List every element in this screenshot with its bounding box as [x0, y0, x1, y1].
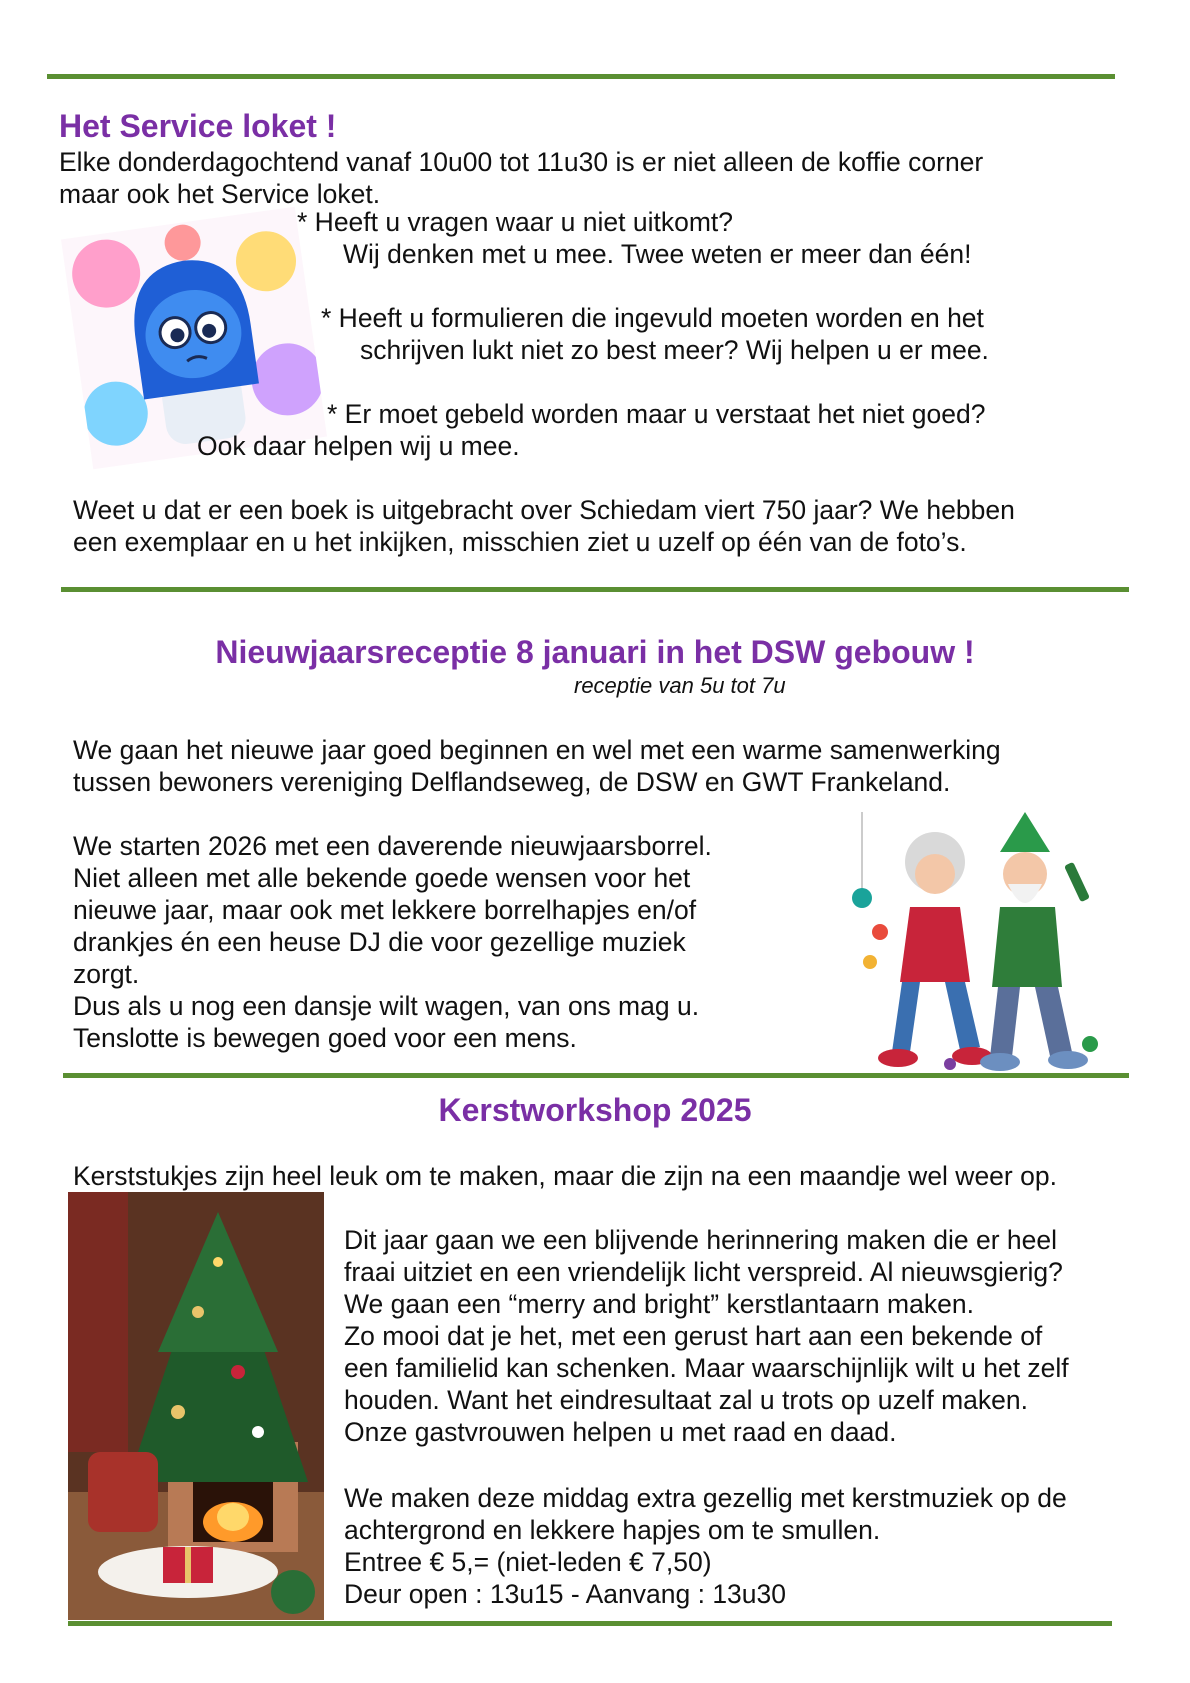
newyear-para1-line-2: tussen bewoners vereniging Delflandseweg, de DSW en GWT Frankeland. [73, 767, 951, 797]
newyear-line: Dus als u nog een dansje wilt wagen, van ons mag u. [73, 991, 700, 1021]
newyear-para1-line-1: We gaan het nieuwe jaar goed beginnen en wel met een warme samenwerking [73, 735, 1001, 765]
workshop-line: achtergrond en lekkere hapjes om te smullen. [344, 1515, 881, 1545]
workshop-line: Dit jaar gaan we een blijvende herinnering maken die er heel [344, 1225, 1058, 1255]
workshop-intro: Kerststukjes zijn heel leuk om te maken, maar die zijn na een maandje wel weer op. [73, 1161, 1057, 1191]
newyear-title: Nieuwjaarsreceptie 8 januari in het DSW gebouw ! [215, 634, 975, 670]
christmas-tree-fireplace-photo [68, 1192, 324, 1620]
workshop-line: houden. Want het eindresultaat zal u trots op uzelf maken. [344, 1385, 1029, 1415]
workshop-entree: Entree € 5,= (niet-leden € 7,50) [344, 1547, 712, 1577]
newyear-line: Tenslotte is bewegen goed voor een mens. [73, 1023, 577, 1053]
service-bullet-2-line-2: schrijven lukt niet zo best meer? Wij helpen u er mee. [360, 335, 989, 365]
newyear-line: Niet alleen met alle bekende goede wensen voor het [73, 863, 691, 893]
service-bullet-1-line-2: Wij denken met u mee. Twee weten er meer dan één! [343, 239, 972, 269]
service-bullet-1-line-1: * Heeft u vragen waar u niet uitkomt? [297, 207, 734, 237]
service-book-line-2: een exemplaar en u het inkijken, misschien ziet u uzelf op één van de foto’s. [73, 527, 967, 557]
service-bullet-3-line-2: Ook daar helpen wij u mee. [197, 431, 520, 461]
divider-2 [63, 1073, 1129, 1078]
newyear-subtitle: receptie van 5u tot 7u [574, 673, 786, 698]
workshop-line: fraai uitziet en een vriendelijk licht verspreid. Al nieuwsgierig? [344, 1257, 1063, 1287]
workshop-line: Onze gastvrouwen helpen u met raad en daad. [344, 1417, 897, 1447]
newyear-line: nieuwe jaar, maar ook met lekkere borrelhapjes en/of [73, 895, 697, 925]
workshop-title: Kerstworkshop 2025 [438, 1092, 752, 1128]
workshop-times: Deur open : 13u15 - Aanvang : 13u30 [344, 1579, 787, 1609]
workshop-line: een familielid kan schenken. Maar waarschijnlijk wilt u het zelf [344, 1353, 1069, 1383]
newyear-line: drankjes én een heuse DJ die voor gezellige muziek [73, 927, 686, 957]
service-bullet-2-line-1: * Heeft u formulieren die ingevuld moeten worden en het [321, 303, 984, 333]
workshop-line: We gaan een “merry and bright” kerstlantaarn maken. [344, 1289, 974, 1319]
service-book-line-1: Weet u dat er een boek is uitgebracht over Schiedam viert 750 jaar? We hebben [73, 495, 1015, 525]
newyear-line: zorgt. [73, 959, 140, 989]
service-title: Het Service loket ! [59, 108, 337, 144]
divider-1 [61, 587, 1129, 592]
dancing-seniors-illustration [840, 812, 1106, 1074]
service-bullet-3-line-1: * Er moet gebeld worden maar u verstaat het niet goed? [327, 399, 986, 429]
service-intro-line-1: Elke donderdagochtend vanaf 10u00 tot 11u30 is er niet alleen de koffie corner [59, 147, 984, 177]
divider-top [47, 74, 1115, 79]
workshop-line: Zo mooi dat je het, met een gerust hart aan een bekende of [344, 1321, 1043, 1351]
workshop-line: We maken deze middag extra gezellig met kerstmuziek op de [344, 1483, 1067, 1513]
divider-bottom [68, 1621, 1112, 1626]
service-intro-line-2: maar ook het Service loket. [59, 179, 381, 209]
newyear-line: We starten 2026 met een daverende nieuwjaarsborrel. [73, 831, 712, 861]
